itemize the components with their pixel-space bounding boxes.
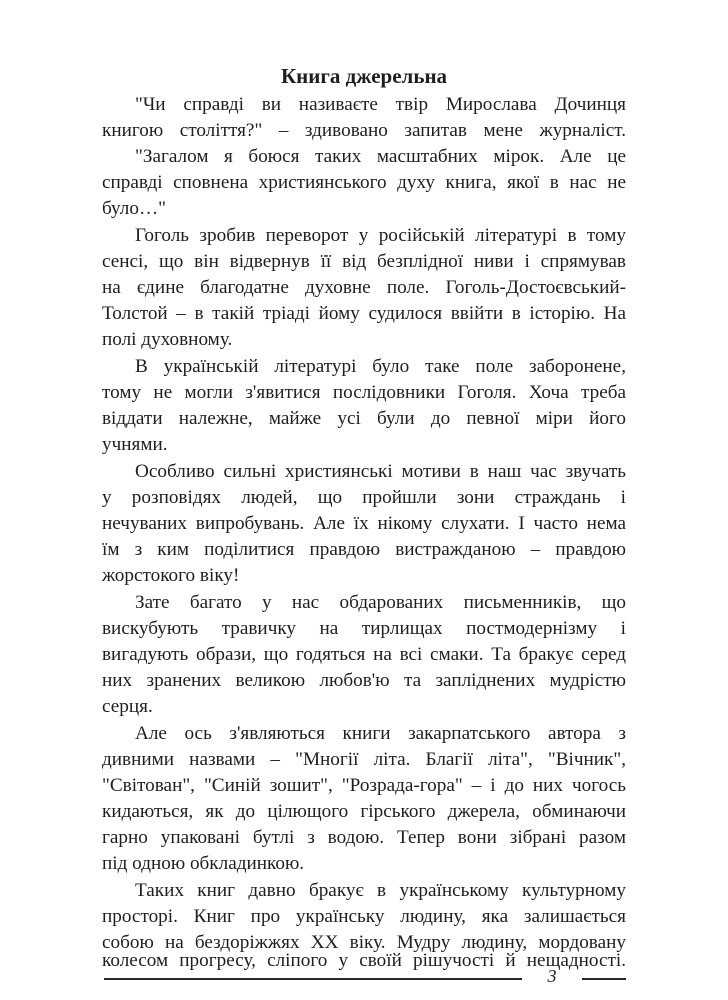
text-line: під одною обкладинкою. (102, 853, 305, 874)
text-line: "Загалом я боюся таких масштабних мірок. Але це (135, 146, 626, 167)
text-line: їм з ким поділитися правдою вистражданою – правдою (102, 539, 626, 560)
text-line: кидаються, як до цілющого гірського джерела, обминаючи (102, 801, 626, 822)
text-line: на єдине благодатне духовне поле. Гоголь-Достоєвський- (102, 277, 626, 298)
text-line: колесом прогресу, сліпого у своїй рішучості й нещадності. (102, 950, 626, 971)
text-line: книгою століття?" – здивовано запитав мене журналіст. (102, 120, 626, 141)
footer-rule (104, 978, 522, 980)
text-line: вискубують травичку на тирлищах постмодернізму і (102, 618, 626, 639)
text-line: В українській літературі було таке поле заборонене, (135, 356, 626, 377)
text-line: просторі. Книг про українську людину, яка залишається (102, 906, 626, 927)
text-line: полі духовному. (102, 329, 233, 350)
text-line: сенсі, що він відвернув її від безплідної ниви і спрямував (102, 251, 626, 272)
text-line: Гоголь зробив переворот у російській літературі в тому (135, 225, 626, 246)
text-line: жорстокого віку! (102, 565, 240, 586)
text-line: Зате багато у нас обдарованих письменників, що (135, 592, 626, 613)
page-number: 3 (547, 966, 557, 986)
text-line: дивними назвами – "Многії літа. Благії літа", "Вічник", (102, 749, 626, 770)
text-line: вигадують образи, що годяться на всі смаки. Та бракує серед (102, 644, 626, 665)
text-line: гарно упаковані бутлі з водою. Тепер вони зібрані разом (102, 827, 626, 848)
text-line: Але ось з'являються книги закарпатського автора з (135, 723, 626, 744)
text-line: Таких книг давно бракує в українському культурному (135, 880, 626, 901)
text-line: собою на бездоріжжях ХХ віку. Мудру людину, мордовану (102, 932, 626, 953)
text-line: нечуваних випробувань. Але їх нікому слухати. І часто нема (102, 513, 626, 534)
text-line: у розповідях людей, що пройшли зони страждань і (102, 487, 626, 508)
text-line: Особливо сильні християнські мотиви в наш час звучать (135, 461, 626, 482)
text-line: них зранених великою любов'ю та запліднених мудрістю (102, 670, 626, 691)
text-line: було…" (102, 198, 166, 219)
text-line: справді сповнена християнського духу книга, якої в нас не (102, 172, 626, 193)
text-line: "Світован", "Синій зошит", "Розрада-гора" – і до них чогось (102, 775, 626, 796)
text-line: тому не могли з'явитися послідовники Гоголя. Хоча треба (102, 382, 626, 403)
text-line: учнями. (102, 434, 168, 455)
text-line: серця. (102, 696, 153, 717)
footer-rule (582, 978, 626, 980)
page-title: Книга джерельна (280, 64, 448, 88)
text-line: віддати належне, майже усі були до певної міри його (102, 408, 626, 429)
text-line: Толстой – в такій тріаді йому судилося ввійти в історію. На (102, 303, 626, 324)
text-line: "Чи справді ви називаєте твір Мирослава Дочинця (135, 94, 626, 115)
